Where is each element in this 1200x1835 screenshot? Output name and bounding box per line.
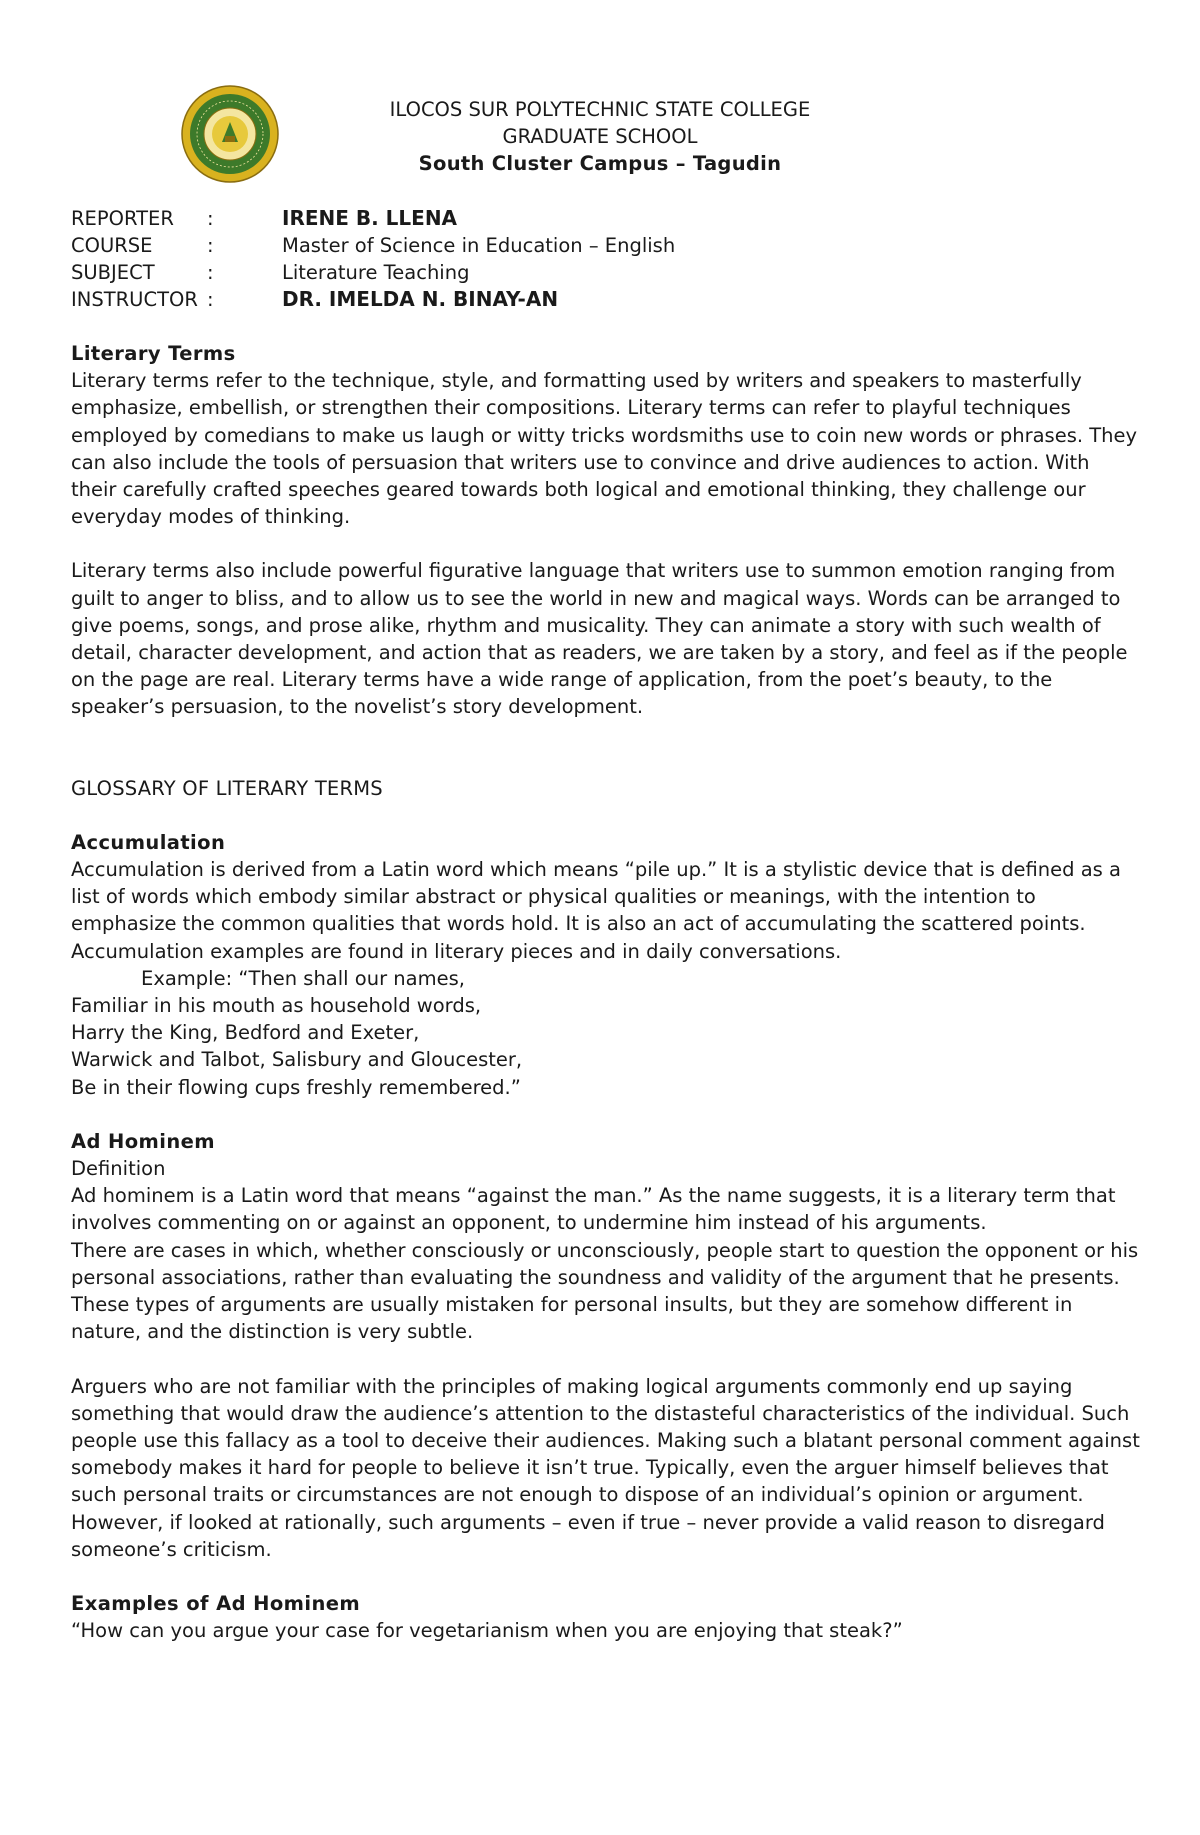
campus-name: South Cluster Campus – Tagudin [418,152,782,175]
info-label: SUBJECT [71,261,155,284]
literary-terms-heading: Literary Terms [71,342,236,365]
ad-hominem-paragraph-2: There are cases in which, whether consciously or unconsciously, people start to question the opponent or his personal associations, rather than evaluating the soundness and validity of the argument that he presents. These types of arguments are usually mistaken for personal insults, but they are somehow different in nature, and the distinction is very subtle. [71,1238,1139,1344]
example-line: Familiar in his mouth as household words, [71,994,482,1018]
info-value: Master of Science in Education – English [282,234,676,257]
example-line: Example: “Then shall our names, [141,966,465,990]
info-colon: : [207,288,214,311]
ad-hominem-paragraph-3: Arguers who are not familiar with the principles of making logical arguments commonly end up saying something that would draw the audience’s attention to the distasteful characteristics of the individual. Such people use this fallacy as a tool to deceive their audiences. Making such a blatant personal comment against somebody makes it hard for people to believe it isn’t true. Typically, even the arguer himself believes that such personal traits or circumstances are not enough to dispose of an individual’s opinion or argument. However, if looked at rationally, such arguments – even if true – never provide a valid reason to disregard someone’s criticism. [71,1374,1140,1561]
school-name: GRADUATE SCHOOL [502,125,698,148]
info-colon: : [207,261,214,284]
info-colon: : [207,234,214,257]
info-row-subject [71,259,675,286]
info-label: COURSE [71,234,153,257]
info-row-reporter [71,205,675,232]
institution-name: ILOCOS SUR POLYTECHNIC STATE COLLEGE [389,98,811,121]
info-value: Literature Teaching [282,261,470,284]
accumulation-heading: Accumulation [71,830,226,854]
document-header [0,96,1200,177]
info-row-instructor [71,286,675,313]
example-line: Warwick and Talbot, Salisbury and Gloucester, [71,1048,523,1072]
example-line: Be in their flowing cups freshly remembered.” [71,1075,521,1099]
info-label: INSTRUCTOR [71,288,198,311]
literary-terms-paragraph-1: Literary terms refer to the technique, style, and formatting used by writers and speakers to masterfully emphasize, embellish, or strengthen their compositions. Literary terms can refer to playful techniques employed by comedians to make us laugh or witty tricks wordsmiths use to coin new words or phrases. They can also include the tools of persuasion that writers use to convince and drive audiences to action. With their carefully crafted speeches geared towards both logical and emotional thinking, they challenge our everyday modes of thinking. [71,369,1138,529]
ad-hominem-paragraph-1: Ad hominem is a Latin word that means “against the man.” As the name suggests, it is a literary term that involves commenting on or against an opponent, to undermine him instead of his arguments. [71,1184,1116,1235]
info-row-course [71,232,675,259]
info-colon: : [207,207,214,230]
ad-hominem-example-1: “How can you argue your case for vegetarianism when you are enjoying that steak?” [71,1619,903,1643]
info-value: DR. IMELDA N. BINAY-AN [282,287,559,311]
example-line: Harry the King, Bedford and Exeter, [71,1021,420,1045]
info-label: REPORTER [71,207,174,230]
document-body [71,340,1141,1644]
info-value: IRENE B. LLENA [282,206,458,230]
ad-hominem-subheading: Definition [71,1157,166,1181]
accumulation-text: Accumulation is derived from a Latin word which means “pile up.” It is a stylistic device that is defined as a list of words which embody similar abstract or physical qualities or meanings, with the intention to emphasize the common qualities that words hold. It is also an act of accumulating the scattered points. Accumulation examples are found in literary pieces and in daily conversations. [71,858,1121,963]
report-info [71,205,675,313]
ad-hominem-examples-heading: Examples of Ad Hominem [71,1591,361,1615]
literary-terms-paragraph-2: Literary terms also include powerful figurative language that writers use to summon emotion ranging from guilt to anger to bliss, and to allow us to see the world in new and magical ways. Words can be arranged to give poems, songs, and prose alike, rhythm and musicality. They can animate a story with such wealth of detail, character development, and action that as readers, we are taken by a story, and feel as if the people on the page are real. Literary terms have a wide range of application, from the poet’s beauty, to the speaker’s persuasion, to the novelist’s story development. [71,559,1128,719]
glossary-heading: GLOSSARY OF LITERARY TERMS [71,776,383,800]
ad-hominem-heading: Ad Hominem [71,1129,215,1153]
